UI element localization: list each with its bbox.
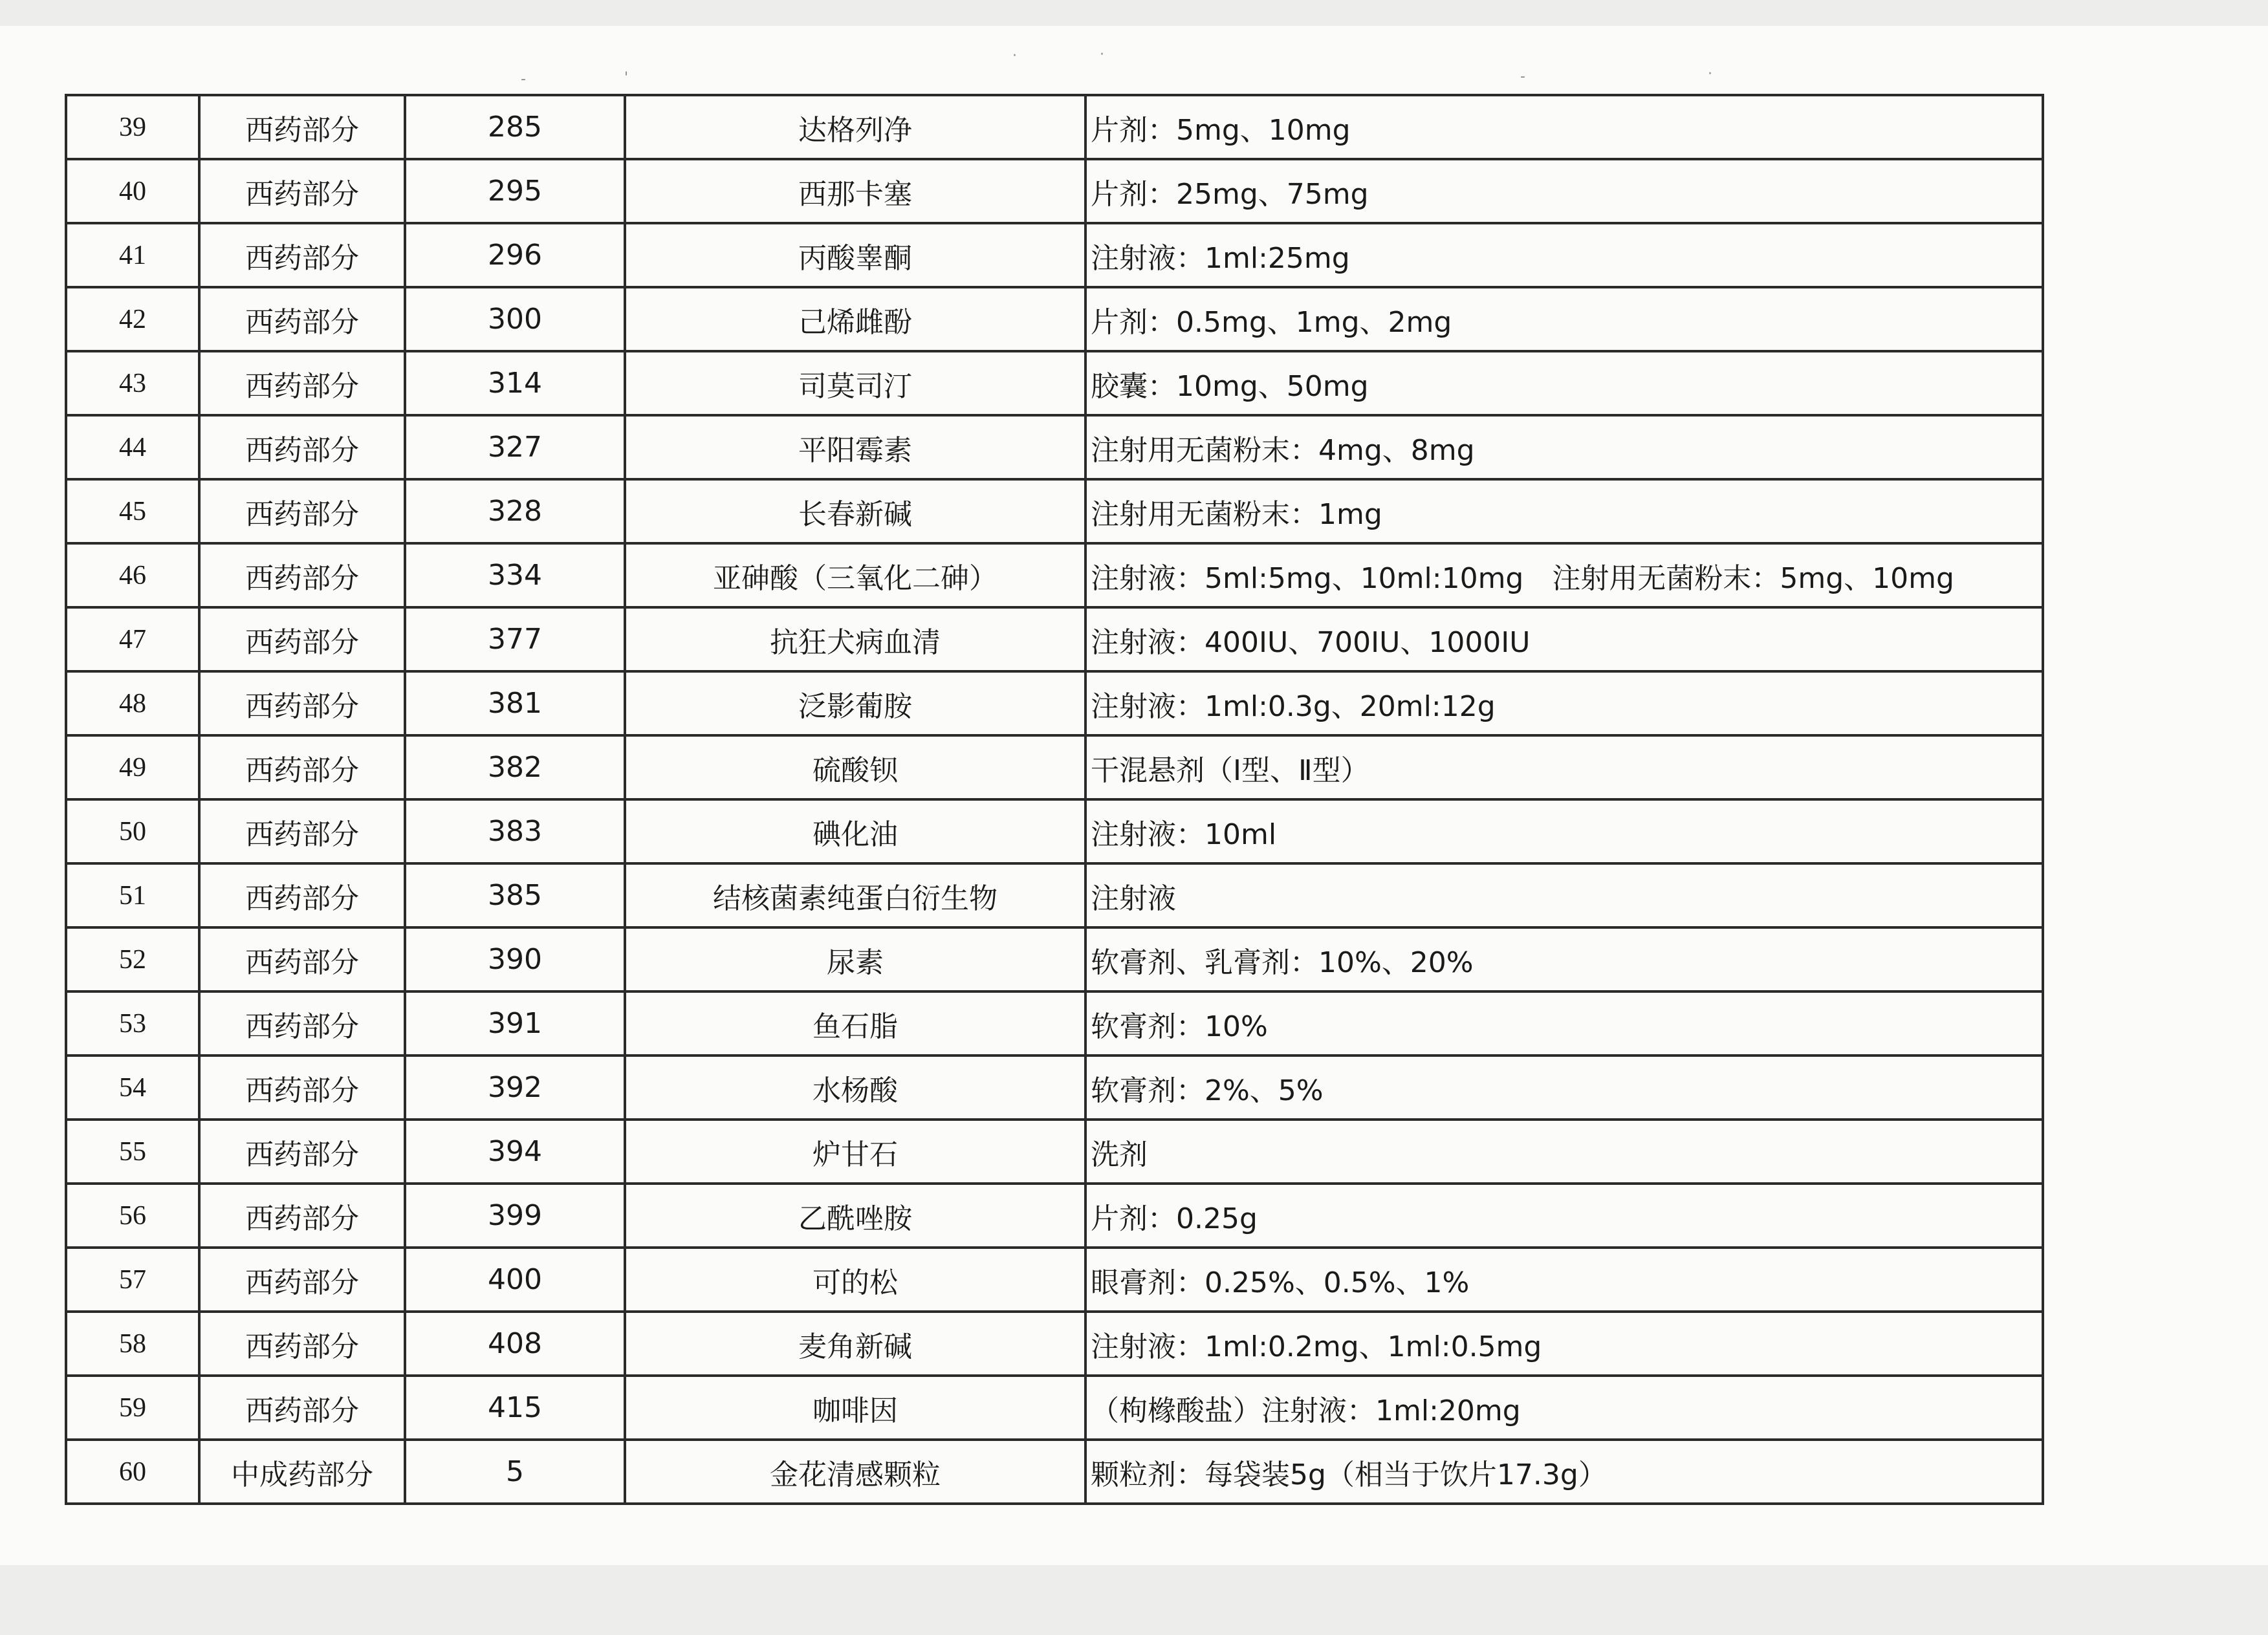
drug-name-cell: 西那卡塞 [625, 159, 1085, 223]
category-cell: 西药部分 [199, 927, 405, 991]
category-cell: 西药部分 [199, 543, 405, 607]
dosage-spec-cell: 注射液 [1085, 863, 2043, 927]
row-number-cell: 46 [66, 543, 199, 607]
table-row [66, 1248, 2043, 1312]
row-number-cell: 47 [66, 607, 199, 671]
catalog-code-cell: 399 [405, 1184, 625, 1248]
row-number-cell: 55 [66, 1120, 199, 1184]
category-cell: 西药部分 [199, 159, 405, 223]
drug-name-cell: 咖啡因 [625, 1376, 1085, 1440]
row-number-cell: 56 [66, 1184, 199, 1248]
table-row [66, 287, 2043, 351]
catalog-code-cell: 377 [405, 607, 625, 671]
dosage-spec-cell: 注射液：400IU、700IU、1000IU [1085, 607, 2043, 671]
drug-name-cell: 碘化油 [625, 799, 1085, 863]
row-number-cell: 58 [66, 1312, 199, 1376]
row-number-cell: 48 [66, 671, 199, 735]
category-cell: 西药部分 [199, 1184, 405, 1248]
dosage-spec-cell: 注射液：1ml:25mg [1085, 223, 2043, 287]
row-number-cell: 40 [66, 159, 199, 223]
catalog-code-cell: 327 [405, 415, 625, 479]
drug-name-cell: 硫酸钡 [625, 735, 1085, 799]
scan-speck: · [1100, 47, 1104, 63]
category-cell: 西药部分 [199, 607, 405, 671]
row-number-cell: 50 [66, 799, 199, 863]
drug-name-cell: 平阳霉素 [625, 415, 1085, 479]
row-number-cell: 52 [66, 927, 199, 991]
scan-speck: - [521, 71, 526, 87]
row-number-cell: 59 [66, 1376, 199, 1440]
drug-name-cell: 金花清感颗粒 [625, 1440, 1085, 1504]
dosage-spec-cell: 注射液：1ml:0.3g、20ml:12g [1085, 671, 2043, 735]
row-number-cell: 49 [66, 735, 199, 799]
catalog-code-cell: 385 [405, 863, 625, 927]
dosage-spec-cell: 注射用无菌粉末：4mg、8mg [1085, 415, 2043, 479]
dosage-spec-cell: 颗粒剂：每袋装5g（相当于饮片17.3g） [1085, 1440, 2043, 1504]
scan-speck: · [1012, 48, 1017, 64]
catalog-code-cell: 392 [405, 1056, 625, 1120]
row-number-cell: 39 [66, 95, 199, 159]
dosage-spec-cell: 注射用无菌粉末：1mg [1085, 479, 2043, 543]
table-row [66, 607, 2043, 671]
category-cell: 西药部分 [199, 287, 405, 351]
dosage-spec-cell: 软膏剂：10% [1085, 991, 2043, 1056]
catalog-code-cell: 314 [405, 351, 625, 415]
category-cell: 西药部分 [199, 1376, 405, 1440]
drug-name-cell: 水杨酸 [625, 1056, 1085, 1120]
catalog-code-cell: 383 [405, 799, 625, 863]
dosage-spec-cell: 软膏剂、乳膏剂：10%、20% [1085, 927, 2043, 991]
row-number-cell: 57 [66, 1248, 199, 1312]
table-row [66, 95, 2043, 159]
category-cell: 西药部分 [199, 1312, 405, 1376]
category-cell: 中成药部分 [199, 1440, 405, 1504]
table-row [66, 223, 2043, 287]
dosage-spec-cell: 眼膏剂：0.25%、0.5%、1% [1085, 1248, 2043, 1312]
catalog-code-cell: 328 [405, 479, 625, 543]
drug-name-cell: 司莫司汀 [625, 351, 1085, 415]
table-row [66, 991, 2043, 1056]
scan-speck: ' [624, 70, 629, 86]
table-row [66, 863, 2043, 927]
category-cell: 西药部分 [199, 223, 405, 287]
category-cell: 西药部分 [199, 415, 405, 479]
row-number-cell: 54 [66, 1056, 199, 1120]
table-row [66, 1056, 2043, 1120]
catalog-code-cell: 382 [405, 735, 625, 799]
table-row [66, 543, 2043, 607]
dosage-spec-cell: （枸橼酸盐）注射液：1ml:20mg [1085, 1376, 2043, 1440]
catalog-code-cell: 391 [405, 991, 625, 1056]
category-cell: 西药部分 [199, 863, 405, 927]
row-number-cell: 41 [66, 223, 199, 287]
table-row [66, 799, 2043, 863]
drug-name-cell: 抗狂犬病血清 [625, 607, 1085, 671]
row-number-cell: 45 [66, 479, 199, 543]
table-row [66, 479, 2043, 543]
medicine-list-table [65, 94, 2044, 1505]
drug-name-cell: 丙酸睾酮 [625, 223, 1085, 287]
catalog-code-cell: 296 [405, 223, 625, 287]
table-row [66, 159, 2043, 223]
category-cell: 西药部分 [199, 1248, 405, 1312]
table-row [66, 415, 2043, 479]
catalog-code-cell: 381 [405, 671, 625, 735]
table-body [66, 95, 2043, 1504]
drug-name-cell: 炉甘石 [625, 1120, 1085, 1184]
dosage-spec-cell: 片剂：0.5mg、1mg、2mg [1085, 287, 2043, 351]
drug-name-cell: 结核菌素纯蛋白衍生物 [625, 863, 1085, 927]
drug-name-cell: 尿素 [625, 927, 1085, 991]
category-cell: 西药部分 [199, 1120, 405, 1184]
dosage-spec-cell: 胶囊：10mg、50mg [1085, 351, 2043, 415]
dosage-spec-cell: 干混悬剂（Ⅰ型、Ⅱ型） [1085, 735, 2043, 799]
table-row [66, 735, 2043, 799]
drug-name-cell: 可的松 [625, 1248, 1085, 1312]
dosage-spec-cell: 注射液：1ml:0.2mg、1ml:0.5mg [1085, 1312, 2043, 1376]
dosage-spec-cell: 注射液：5ml:5mg、10ml:10mg 注射用无菌粉末：5mg、10mg [1085, 543, 2043, 607]
table-row [66, 927, 2043, 991]
drug-name-cell: 泛影葡胺 [625, 671, 1085, 735]
dosage-spec-cell: 片剂：0.25g [1085, 1184, 2043, 1248]
catalog-code-cell: 285 [405, 95, 625, 159]
catalog-code-cell: 5 [405, 1440, 625, 1504]
catalog-code-cell: 334 [405, 543, 625, 607]
drug-name-cell: 乙酰唑胺 [625, 1184, 1085, 1248]
category-cell: 西药部分 [199, 479, 405, 543]
table-row [66, 1184, 2043, 1248]
catalog-code-cell: 390 [405, 927, 625, 991]
catalog-code-cell: 295 [405, 159, 625, 223]
scan-speck: - [1520, 69, 1525, 85]
category-cell: 西药部分 [199, 799, 405, 863]
category-cell: 西药部分 [199, 1056, 405, 1120]
row-number-cell: 53 [66, 991, 199, 1056]
row-number-cell: 51 [66, 863, 199, 927]
catalog-code-cell: 394 [405, 1120, 625, 1184]
dosage-spec-cell: 软膏剂：2%、5% [1085, 1056, 2043, 1120]
drug-name-cell: 鱼石脂 [625, 991, 1085, 1056]
table-row [66, 671, 2043, 735]
dosage-spec-cell: 洗剂 [1085, 1120, 2043, 1184]
drug-name-cell: 达格列净 [625, 95, 1085, 159]
table-row [66, 1312, 2043, 1376]
row-number-cell: 44 [66, 415, 199, 479]
category-cell: 西药部分 [199, 735, 405, 799]
drug-name-cell: 麦角新碱 [625, 1312, 1085, 1376]
row-number-cell: 60 [66, 1440, 199, 1504]
table-row [66, 1440, 2043, 1504]
catalog-code-cell: 415 [405, 1376, 625, 1440]
category-cell: 西药部分 [199, 351, 405, 415]
drug-name-cell: 己烯雌酚 [625, 287, 1085, 351]
dosage-spec-cell: 注射液：10ml [1085, 799, 2043, 863]
catalog-code-cell: 400 [405, 1248, 625, 1312]
dosage-spec-cell: 片剂：25mg、75mg [1085, 159, 2043, 223]
drug-name-cell: 长春新碱 [625, 479, 1085, 543]
dosage-spec-cell: 片剂：5mg、10mg [1085, 95, 2043, 159]
catalog-code-cell: 300 [405, 287, 625, 351]
catalog-code-cell: 408 [405, 1312, 625, 1376]
category-cell: 西药部分 [199, 991, 405, 1056]
table-row [66, 1376, 2043, 1440]
row-number-cell: 42 [66, 287, 199, 351]
drug-name-cell: 亚砷酸（三氧化二砷） [625, 543, 1085, 607]
category-cell: 西药部分 [199, 671, 405, 735]
table-row [66, 1120, 2043, 1184]
table-row [66, 351, 2043, 415]
category-cell: 西药部分 [199, 95, 405, 159]
row-number-cell: 43 [66, 351, 199, 415]
scan-speck: · [1708, 66, 1712, 82]
